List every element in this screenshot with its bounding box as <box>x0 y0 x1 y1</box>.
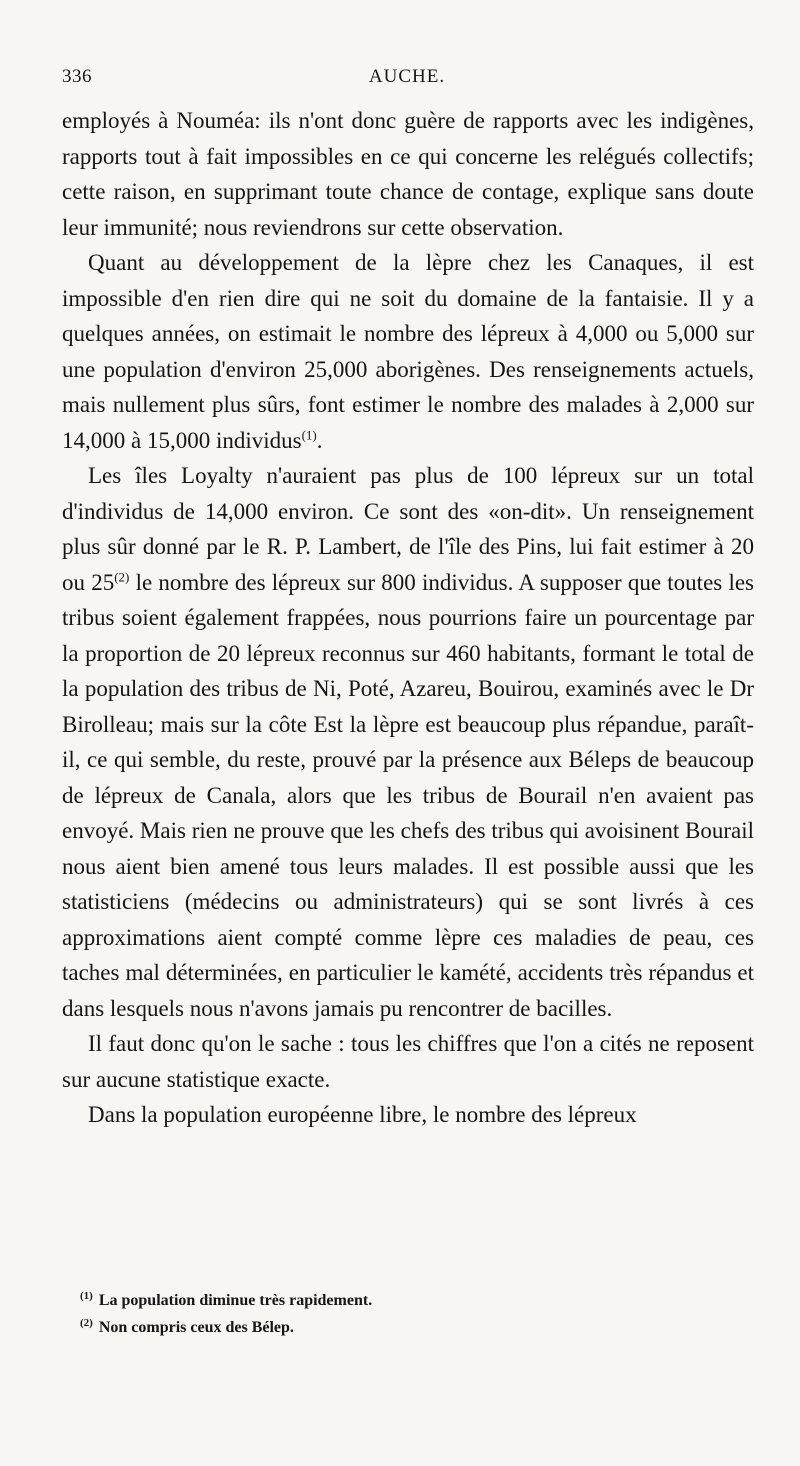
page-number: 336 <box>62 66 92 87</box>
paragraph-1 <box>62 103 754 245</box>
footnote-reference: (1) <box>301 426 317 442</box>
paragraph-3 <box>62 458 754 1026</box>
footnote-reference: (2) <box>114 568 130 584</box>
paragraph-text: Il faut donc qu'on le sache : tous les chiffres que l'on a cités ne reposent sur aucune statistique exacte. <box>62 1031 754 1092</box>
page-header <box>62 66 752 96</box>
footnote-1 <box>80 1287 740 1314</box>
footnote-mark: (2) <box>80 1316 93 1329</box>
paragraph-text: employés à Nouméa: ils n'ont donc guère de rapports avec les indigènes, rapports tout à fait impossibles en ce qui concerne les relégués collectifs; cette raison, en supprimant toute chance de contage, explique sans doute leur immunité; nous reviendrons sur cette observation. <box>62 108 754 240</box>
paragraph-text-end: le nombre des lépreux sur 800 individus. A supposer que toutes les tribus soient également frappées, nous pourrions faire un pourcentage par la proportion de 20 lépreux reconnus sur 460 habitants, formant le total de la population des tribus de Ni, Poté, Azareu, Bouirou, examinés avec le Dr Birolleau; mais sur la côte Est la lèpre est beaucoup plus répandue, paraît-il, ce qui semble, du reste, prouvé par la présence aux Béleps de beaucoup de lépreux de Canala, alors que les tribus de Bourail n'en avaient pas envoyé. Mais rien ne prouve que les chefs des tribus qui avoisinent Bourail nous aient bien amené tous leurs malades. Il est possible aussi que les statisticiens (médecins ou administrateurs) qui se sont livrés à ces approximations aient compté comme lèpre ces maladies de peau, ces taches mal déterminées, en particulier le kamété, accidents très répandus et dans lesquels nous n'avons jamais pu rencontrer de bacilles. <box>62 569 754 1021</box>
paragraph-4 <box>62 1026 754 1097</box>
paragraph-2 <box>62 245 754 458</box>
footnote-2 <box>80 1314 740 1341</box>
body-text <box>62 103 754 1133</box>
paragraph-text: Dans la population européenne libre, le nombre des lépreux <box>88 1102 637 1127</box>
paragraph-text: Quant au développement de la lèpre chez les Canaques, il est impossible d'en rien dire qui ne soit du domaine de la fantaisie. Il y a quelques années, on estimait le nombre des lépreux à 4,000 ou 5,000 sur une population d'environ 25,000 aborigènes. Des renseignements actuels, mais nullement plus sûrs, font estimer le nombre des malades à 2,000 sur 14,000 à 15,000 individus <box>62 250 754 453</box>
footnotes <box>80 1287 740 1341</box>
footnote-text: Non compris ceux des Bélep. <box>98 1319 294 1336</box>
paragraph-5 <box>62 1097 754 1133</box>
footnote-mark: (1) <box>80 1289 93 1302</box>
paragraph-text-end: . <box>316 427 323 453</box>
running-title: AUCHE. <box>368 66 446 87</box>
footnote-text: La population diminue très rapidement. <box>98 1292 373 1309</box>
paragraph-text: Les îles Loyalty n'auraient pas plus de 100 lépreux sur un total d'individus de 14,000 environ. Ce sont des «on-dit». Un renseignement plus sûr donné par le R. P. Lambert, de l'île des Pins, lui fait estimer à 20 ou 25 <box>62 463 754 595</box>
